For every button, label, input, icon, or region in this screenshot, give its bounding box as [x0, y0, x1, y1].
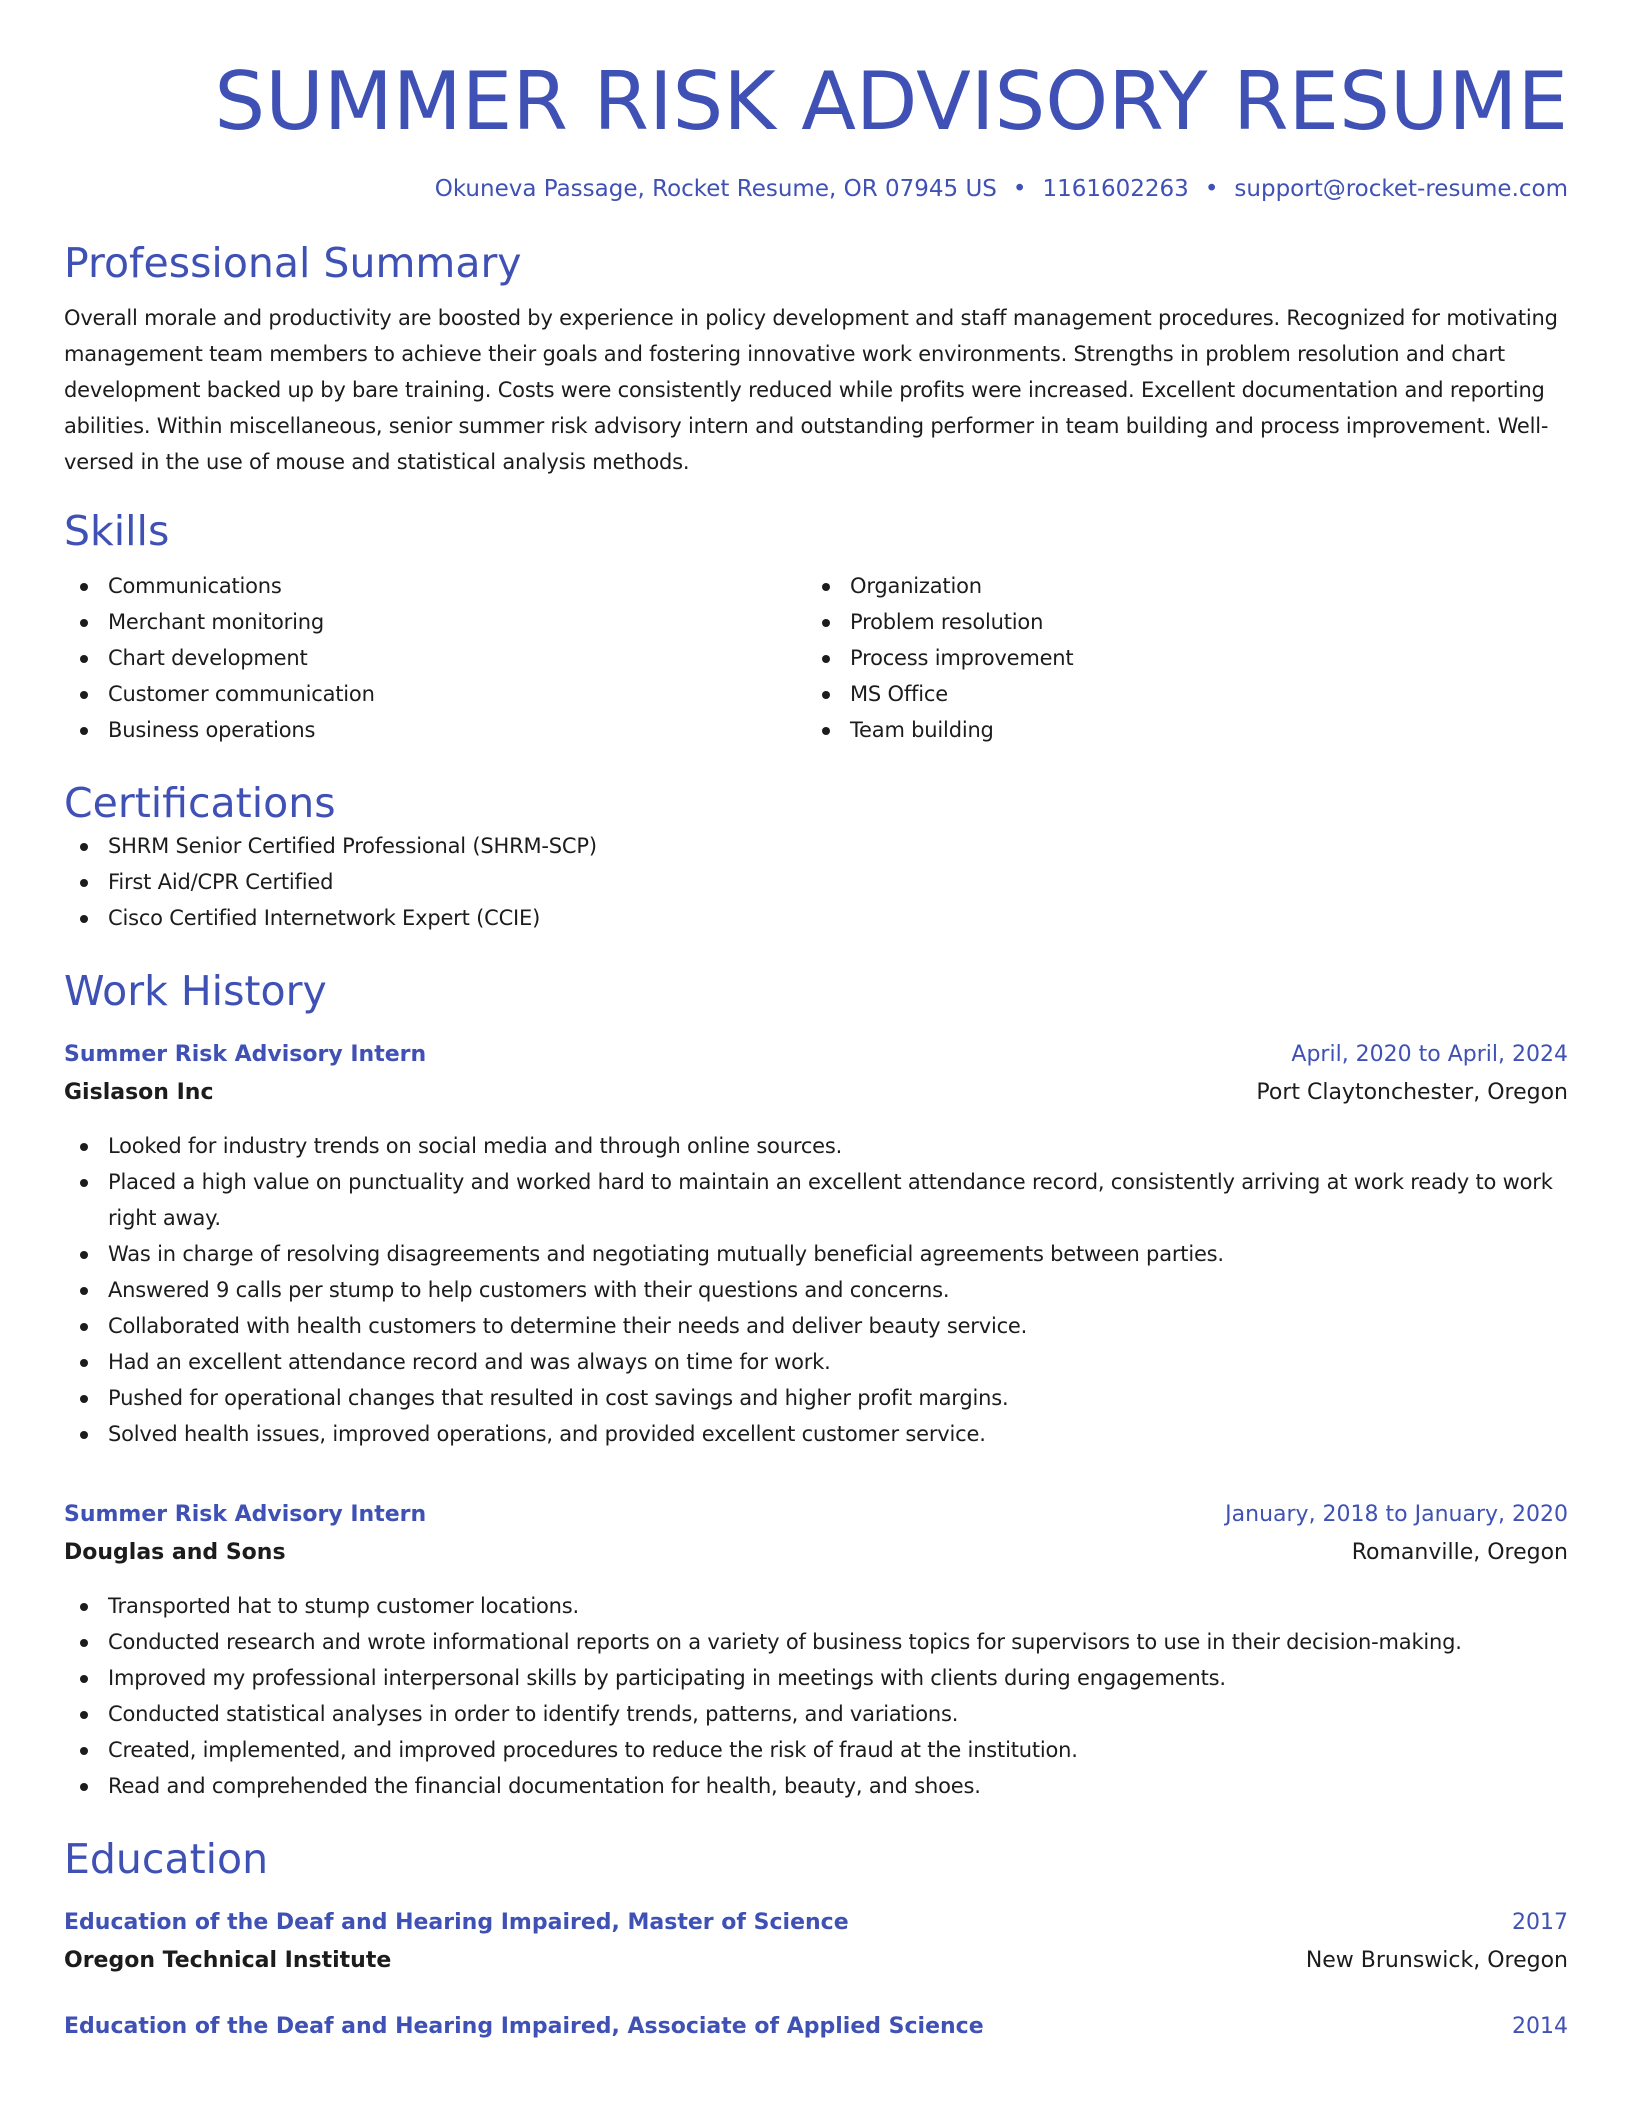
skill-item: Process improvement [806, 640, 1548, 676]
job-bullets [64, 1588, 1568, 1804]
job-dates: April, 2020 to April, 2024 [1291, 1042, 1568, 1067]
job-entry [64, 1496, 1568, 1804]
skills-list-left [64, 568, 806, 748]
certifications-heading: Certifications [64, 779, 336, 827]
job-entry [64, 1036, 1568, 1452]
job-bullet: Was in charge of resolving disagreements and negotiating mutually beneficial agreements between parties. [64, 1236, 1568, 1272]
job-company: Gislason Inc [64, 1080, 214, 1105]
job-bullet: Conducted research and wrote informational reports on a variety of business topics for supervisors to use in their decision-making. [64, 1624, 1568, 1660]
contact-separator: • [1012, 176, 1027, 202]
job-title: Summer Risk Advisory Intern [64, 1042, 427, 1067]
job-bullet: Transported hat to stump customer locations. [64, 1588, 1568, 1624]
work-history-heading: Work History [64, 967, 327, 1015]
job-bullet: Collaborated with health customers to determine their needs and deliver beauty service. [64, 1308, 1568, 1344]
education-degree: Education of the Deaf and Hearing Impaired, Associate of Applied Science [64, 2014, 984, 2039]
skill-item: Merchant monitoring [64, 604, 806, 640]
job-company: Douglas and Sons [64, 1540, 286, 1565]
skill-item: Organization [806, 568, 1548, 604]
job-bullet: Created, implemented, and improved procedures to reduce the risk of fraud at the institution. [64, 1732, 1568, 1768]
job-bullet: Improved my professional interpersonal skills by participating in meetings with clients during engagements. [64, 1660, 1568, 1696]
skill-item: Problem resolution [806, 604, 1548, 640]
job-bullets [64, 1128, 1568, 1452]
job-bullet: Placed a high value on punctuality and worked hard to maintain an excellent attendance record, consistently arriving at work ready to work right away. [64, 1164, 1568, 1236]
contact-address: Okuneva Passage, Rocket Resume, OR 07945 US [434, 176, 997, 202]
job-bullet: Pushed for operational changes that resulted in cost savings and higher profit margins. [64, 1380, 1568, 1416]
skill-item: Communications [64, 568, 806, 604]
job-bullet: Solved health issues, improved operations, and provided excellent customer service. [64, 1416, 1568, 1452]
job-company-row [64, 1534, 1568, 1572]
education-degree-row [64, 1904, 1568, 1942]
job-location: Romanville, Oregon [1351, 1540, 1568, 1565]
skill-item: Business operations [64, 712, 806, 748]
skills-list-right [806, 568, 1548, 748]
job-bullet: Answered 9 calls per stump to help customers with their questions and concerns. [64, 1272, 1568, 1308]
contact-separator: • [1204, 176, 1219, 202]
education-school: Oregon Technical Institute [64, 1948, 392, 1973]
job-bullet: Had an excellent attendance record and was always on time for work. [64, 1344, 1568, 1380]
contact-email[interactable]: support@rocket-resume.com [1234, 176, 1568, 202]
skill-item: Customer communication [64, 676, 806, 712]
job-title: Summer Risk Advisory Intern [64, 1502, 427, 1527]
education-year: 2014 [1512, 2014, 1568, 2039]
education-degree-row [64, 2008, 1568, 2046]
skills-heading: Skills [64, 507, 170, 555]
job-dates: January, 2018 to January, 2020 [1225, 1502, 1568, 1527]
skill-item: Team building [806, 712, 1548, 748]
education-heading: Education [64, 1835, 269, 1883]
skills-grid [64, 568, 1568, 748]
education-degree: Education of the Deaf and Hearing Impaired, Master of Science [64, 1910, 849, 1935]
skill-item: MS Office [806, 676, 1548, 712]
contact-line [64, 174, 1568, 204]
job-bullet: Conducted statistical analyses in order to identify trends, patterns, and variations. [64, 1696, 1568, 1732]
job-company-row [64, 1074, 1568, 1112]
certification-item: First Aid/CPR Certified [64, 864, 1568, 900]
job-location: Port Claytonchester, Oregon [1256, 1080, 1568, 1105]
resume-title: SUMMER RISK ADVISORY RESUME [214, 55, 1568, 148]
education-entry [64, 1904, 1568, 1980]
contact-phone: 1161602263 [1042, 176, 1189, 202]
education-year: 2017 [1512, 1910, 1568, 1935]
skill-item: Chart development [64, 640, 806, 676]
job-bullet: Looked for industry trends on social media and through online sources. [64, 1128, 1568, 1164]
summary-text: Overall morale and productivity are boosted by experience in policy development and staff management procedures. Recognized for motivating management team members to achieve their goals and fostering innovative work environments. Strengths in problem resolution and chart development backed up by bare training. Costs were consistently reduced while profits were increased. Excellent documentation and reporting abilities. Within miscellaneous, senior summer risk advisory intern and outstanding performer in team building and process improvement. Well-versed in the use of mouse and statistical analysis methods. [64, 306, 1558, 474]
job-title-row [64, 1036, 1568, 1074]
summary-heading: Professional Summary [64, 239, 522, 287]
job-bullet: Read and comprehended the financial documentation for health, beauty, and shoes. [64, 1768, 1568, 1804]
certification-item: SHRM Senior Certified Professional (SHRM-SCP) [64, 828, 1568, 864]
education-location: New Brunswick, Oregon [1305, 1948, 1568, 1973]
education-school-row [64, 1942, 1568, 1980]
education-entry [64, 2008, 1568, 2046]
certification-item: Cisco Certified Internetwork Expert (CCIE) [64, 900, 1568, 936]
job-title-row [64, 1496, 1568, 1534]
certifications-list [64, 828, 1568, 936]
